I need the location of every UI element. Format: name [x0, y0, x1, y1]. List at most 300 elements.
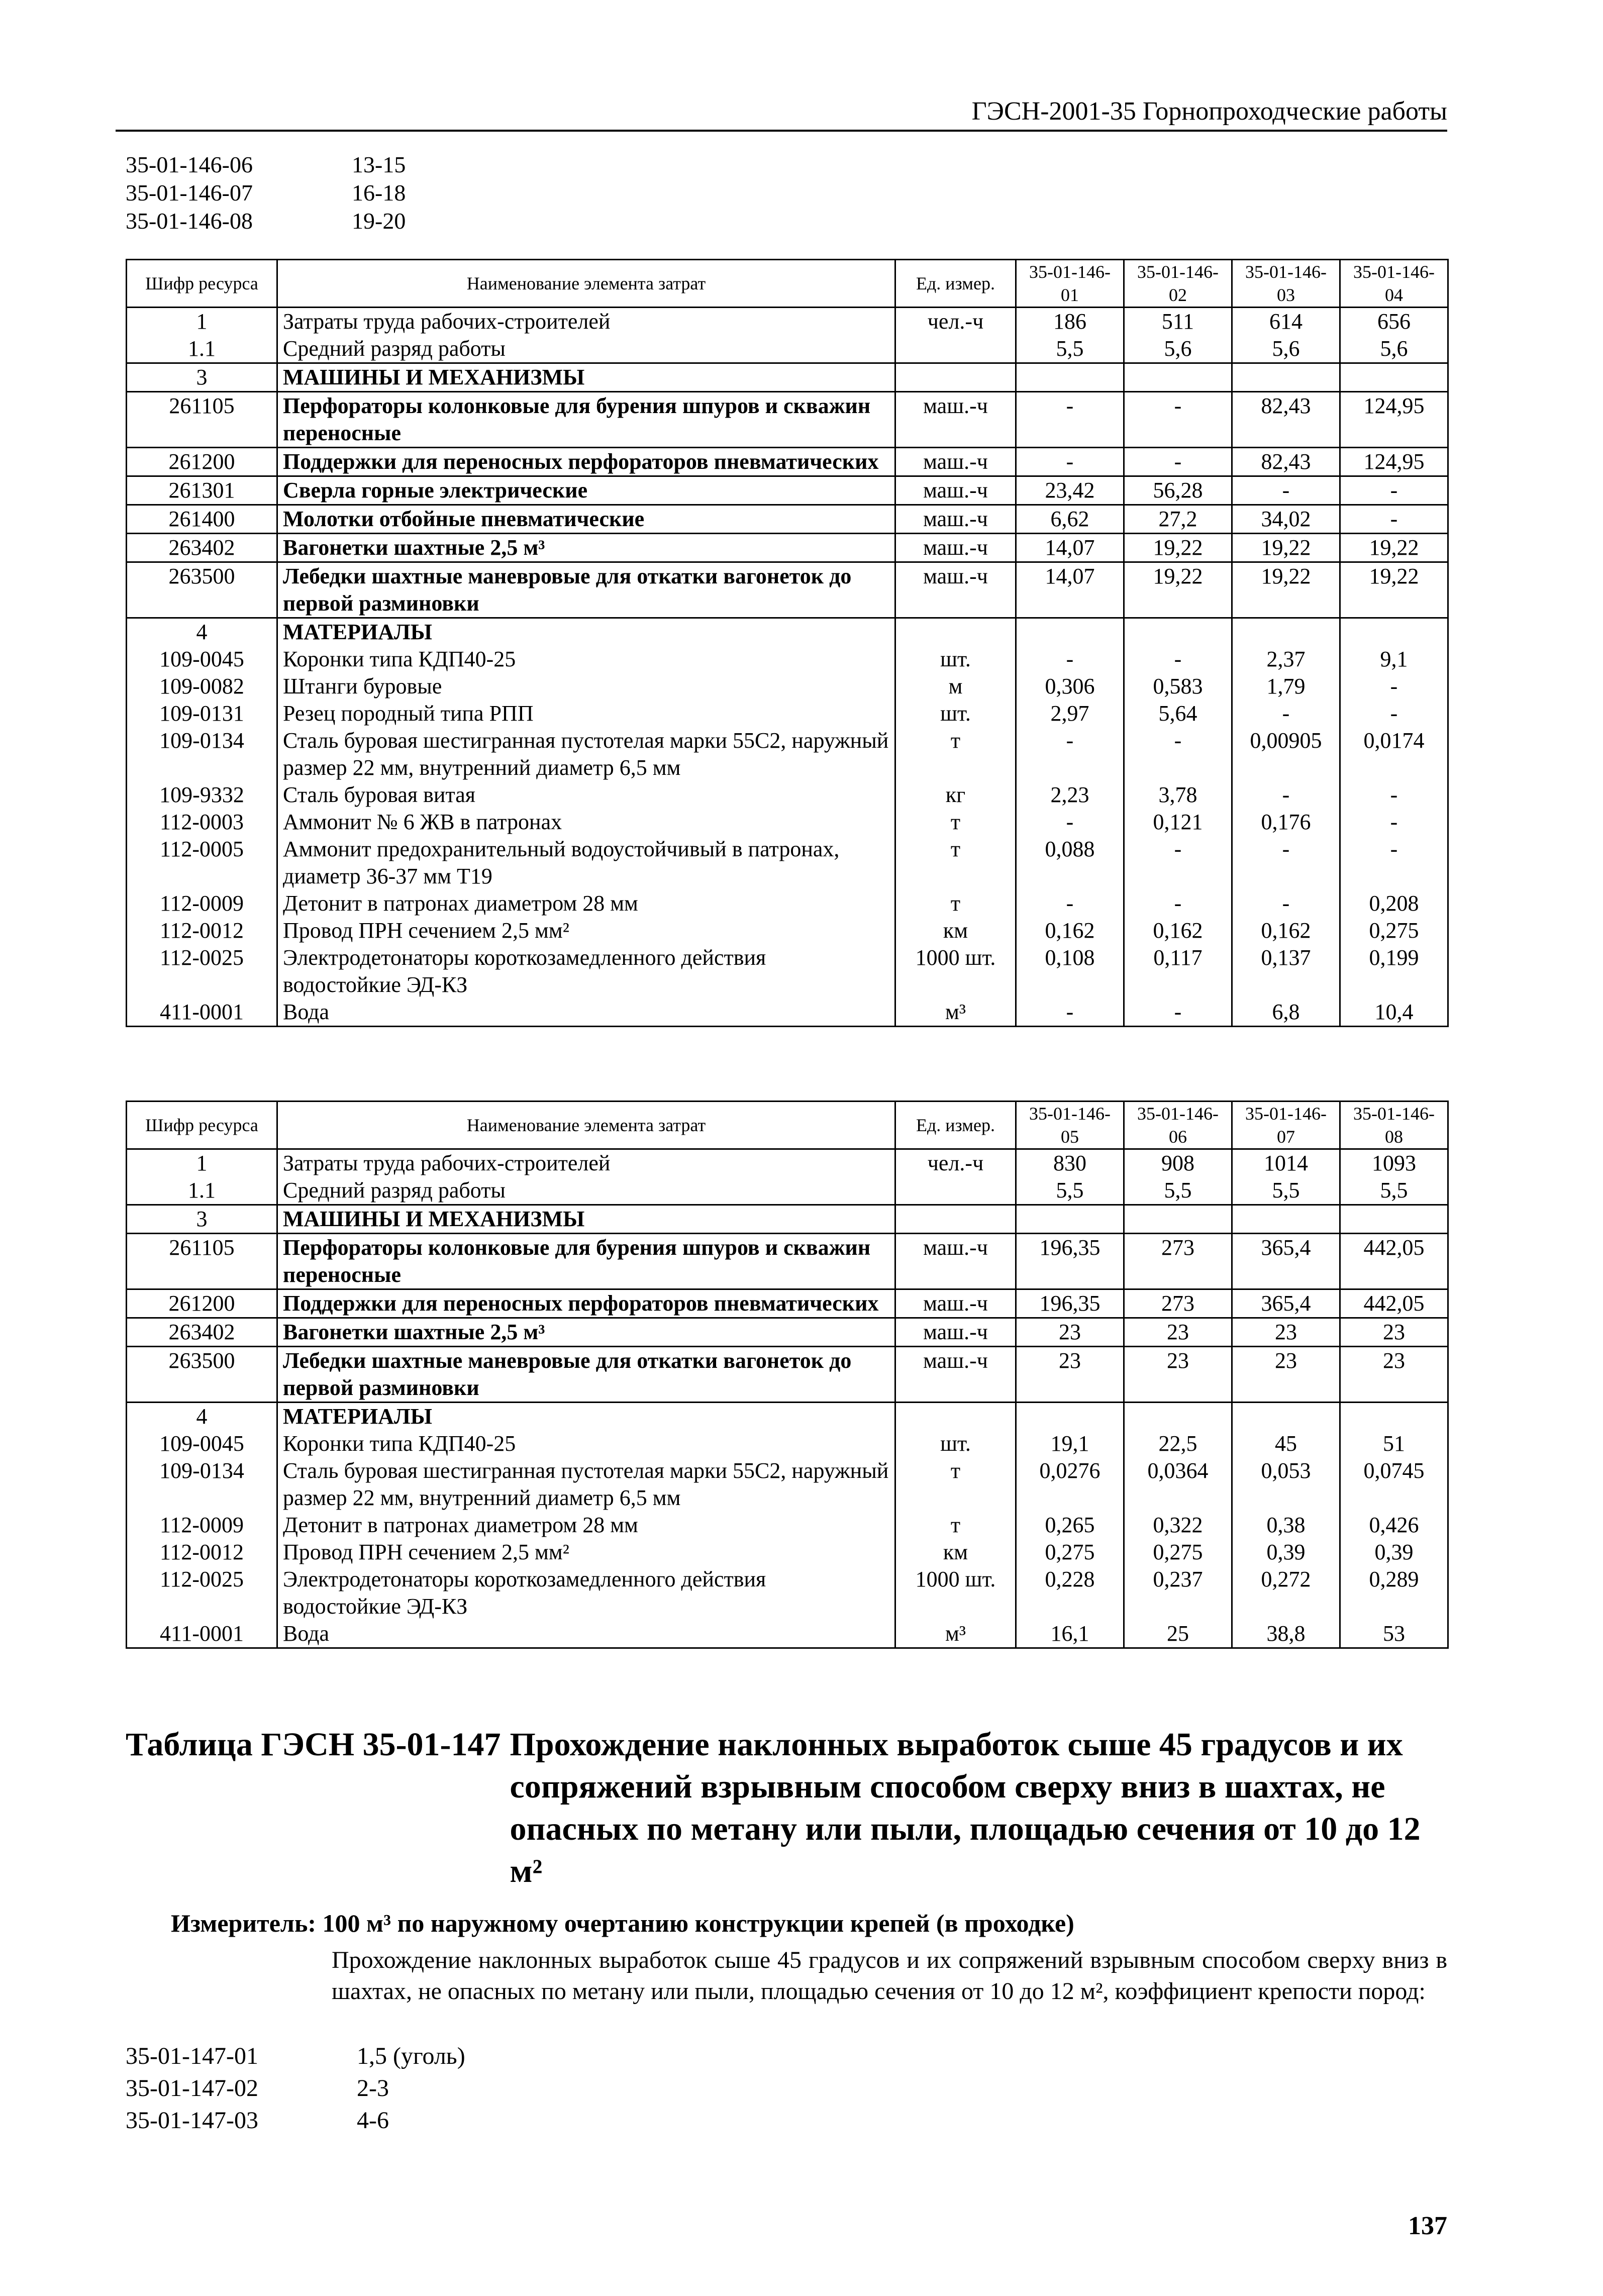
- resource-code: 109-9332: [127, 781, 277, 809]
- table-row: [127, 335, 1448, 363]
- value-col-4: 10,4: [1340, 999, 1448, 1027]
- value-col-1: 23,42: [1016, 476, 1124, 505]
- value-col-1: 196,35: [1016, 1234, 1124, 1289]
- value-col-3: 0,272: [1232, 1566, 1340, 1620]
- resource-name: Детонит в патронах диаметром 28 мм: [277, 1512, 895, 1539]
- range-value: 4-6: [357, 2107, 389, 2134]
- value-col-3: 1014: [1232, 1149, 1340, 1177]
- value-col-4: -: [1340, 700, 1448, 727]
- resource-name: Вагонетки шахтные 2,5 м³: [277, 534, 895, 562]
- value-col-1: 0,275: [1016, 1539, 1124, 1566]
- code: 35-01-147-02: [126, 2075, 258, 2102]
- value-col-3: 0,176: [1232, 809, 1340, 836]
- resource-code: 112-0025: [127, 1566, 277, 1620]
- value-col-3: 2,37: [1232, 646, 1340, 673]
- value-col-2: 5,64: [1124, 700, 1232, 727]
- value-col-2: 0,117: [1124, 944, 1232, 999]
- value-col-2: 0,0364: [1124, 1457, 1232, 1512]
- resource-code: 1.1: [127, 1177, 277, 1205]
- value-col-3: 34,02: [1232, 505, 1340, 534]
- resource-code: 263402: [127, 1318, 277, 1347]
- resource-name: Лебедки шахтные маневровые для откатки вагонеток до первой разминовки: [277, 1347, 895, 1403]
- value-col-4: 656: [1340, 308, 1448, 336]
- header-col-3: 35-01-146-03: [1232, 260, 1340, 308]
- resource-code: 1: [127, 1149, 277, 1177]
- value-col-2: 273: [1124, 1234, 1232, 1289]
- resource-code: 112-0005: [127, 836, 277, 890]
- value-col-2: 5,6: [1124, 335, 1232, 363]
- value-col-4: [1340, 1205, 1448, 1234]
- table-row: [127, 308, 1448, 336]
- table-body: [127, 1149, 1448, 1648]
- value-col-3: 38,8: [1232, 1620, 1340, 1648]
- resource-name: Аммонит предохранительный водоустойчивый в патронах, диаметр 36-37 мм Т19: [277, 836, 895, 890]
- value-col-3: 82,43: [1232, 448, 1340, 476]
- table-row: [127, 1347, 1448, 1403]
- table-row: [127, 1457, 1448, 1512]
- table-title-number: Таблица ГЭСН 35-01-147: [126, 1726, 501, 1763]
- value-col-1: [1016, 363, 1124, 392]
- resource-name: Электродетонаторы короткозамедленного действия водостойкие ЭД-КЗ: [277, 1566, 895, 1620]
- code: 35-01-146-06: [126, 152, 253, 177]
- value-col-3: 23: [1232, 1347, 1340, 1403]
- table-row: [127, 917, 1448, 944]
- value-col-4: 442,05: [1340, 1234, 1448, 1289]
- unit: кг: [895, 781, 1016, 809]
- table-body: [127, 308, 1448, 1027]
- value-col-3: 0,00905: [1232, 727, 1340, 781]
- unit: маш.-ч: [895, 1318, 1016, 1347]
- resource-code: 263402: [127, 534, 277, 562]
- value-col-1: 196,35: [1016, 1289, 1124, 1318]
- value-col-3: 0,137: [1232, 944, 1340, 999]
- table-row: [127, 363, 1448, 392]
- table-row: [127, 1289, 1448, 1318]
- code-range-row: [126, 207, 406, 235]
- unit: т: [895, 809, 1016, 836]
- resource-code: 263500: [127, 1347, 277, 1403]
- unit: маш.-ч: [895, 448, 1016, 476]
- range-value: 19-20: [352, 208, 406, 234]
- value-col-4: 124,95: [1340, 392, 1448, 448]
- measure-description: Прохождение наклонных выработок сыше 45 градусов и их сопряжений взрывным способом сверху вниз в шахтах, не опасных по метану или пыли, площадью сечения от 10 до 12 м², коэффициент крепости пород:: [332, 1947, 1447, 2005]
- value-col-1: [1016, 1403, 1124, 1431]
- resource-code: 4: [127, 1403, 277, 1431]
- resource-name: Сталь буровая шестигранная пустотелая марки 55С2, наружный размер 22 мм, внутренний диаметр 6,5 мм: [277, 727, 895, 781]
- value-col-2: 0,322: [1124, 1512, 1232, 1539]
- table-row: [127, 1566, 1448, 1620]
- running-header: ГЭСН-2001-35 Горнопроходческие работы: [116, 95, 1447, 132]
- table-row: [127, 781, 1448, 809]
- value-col-4: [1340, 1403, 1448, 1431]
- resource-name: Детонит в патронах диаметром 28 мм: [277, 890, 895, 917]
- resource-name: Поддержки для переносных перфораторов пневматических: [277, 1289, 895, 1318]
- table-row: [127, 700, 1448, 727]
- resource-code: 1: [127, 308, 277, 336]
- unit: [895, 335, 1016, 363]
- value-col-2: 25: [1124, 1620, 1232, 1648]
- resource-name: Лебедки шахтные маневровые для откатки вагонеток до первой разминовки: [277, 562, 895, 618]
- value-col-1: 14,07: [1016, 562, 1124, 618]
- value-col-1: -: [1016, 392, 1124, 448]
- value-col-3: [1232, 1403, 1340, 1431]
- value-col-2: [1124, 1403, 1232, 1431]
- header-code: Шифр ресурса: [127, 1102, 277, 1149]
- value-col-3: 5,6: [1232, 335, 1340, 363]
- resource-code: 1.1: [127, 335, 277, 363]
- value-col-3: -: [1232, 836, 1340, 890]
- unit: маш.-ч: [895, 534, 1016, 562]
- resource-code: 261105: [127, 392, 277, 448]
- resource-code: 109-0131: [127, 700, 277, 727]
- resource-name: Сталь буровая шестигранная пустотелая марки 55С2, наружный размер 22 мм, внутренний диаметр 6,5 мм: [277, 1457, 895, 1512]
- resource-code: 109-0134: [127, 727, 277, 781]
- code: 35-01-147-03: [126, 2107, 258, 2134]
- value-col-1: 5,5: [1016, 335, 1124, 363]
- value-col-1: -: [1016, 890, 1124, 917]
- measure-line: [171, 1907, 1447, 1939]
- code-range-row: [126, 2072, 465, 2105]
- table-row: [127, 1512, 1448, 1539]
- value-col-2: 5,5: [1124, 1177, 1232, 1205]
- header-col-3: 35-01-146-07: [1232, 1102, 1340, 1149]
- unit: шт.: [895, 646, 1016, 673]
- value-col-4: 23: [1340, 1318, 1448, 1347]
- resource-code: 261400: [127, 505, 277, 534]
- value-col-3: [1232, 618, 1340, 646]
- resource-name: МАШИНЫ И МЕХАНИЗМЫ: [277, 1205, 895, 1234]
- value-col-1: -: [1016, 646, 1124, 673]
- measure-unit: 100 м³ по наружному очертанию конструкции крепей (в проходке): [322, 1909, 1074, 1937]
- value-col-3: 365,4: [1232, 1234, 1340, 1289]
- value-col-2: [1124, 618, 1232, 646]
- value-col-1: -: [1016, 809, 1124, 836]
- table-row: [127, 392, 1448, 448]
- value-col-1: 19,1: [1016, 1430, 1124, 1457]
- value-col-2: -: [1124, 392, 1232, 448]
- table-header-row: [127, 260, 1448, 308]
- unit: маш.-ч: [895, 476, 1016, 505]
- value-col-2: -: [1124, 836, 1232, 890]
- value-col-4: 442,05: [1340, 1289, 1448, 1318]
- value-col-1: 186: [1016, 308, 1124, 336]
- resource-table-1: [126, 259, 1449, 1027]
- resource-name: Вода: [277, 1620, 895, 1648]
- value-col-1: 0,0276: [1016, 1457, 1124, 1512]
- code-range-row: [126, 179, 406, 207]
- resource-code: 3: [127, 1205, 277, 1234]
- code: 35-01-147-01: [126, 2043, 258, 2069]
- value-col-3: [1232, 1205, 1340, 1234]
- value-col-1: 14,07: [1016, 534, 1124, 562]
- value-col-3: [1232, 363, 1340, 392]
- value-col-1: 0,306: [1016, 673, 1124, 700]
- value-col-4: 5,6: [1340, 335, 1448, 363]
- value-col-2: 908: [1124, 1149, 1232, 1177]
- resource-name: Коронки типа КДП40-25: [277, 646, 895, 673]
- value-col-4: 0,208: [1340, 890, 1448, 917]
- resource-name: Резец породный типа РПП: [277, 700, 895, 727]
- value-col-1: 16,1: [1016, 1620, 1124, 1648]
- unit: км: [895, 917, 1016, 944]
- resource-code: 4: [127, 618, 277, 646]
- table-row: [127, 1403, 1448, 1431]
- value-col-2: 0,237: [1124, 1566, 1232, 1620]
- table-row: [127, 476, 1448, 505]
- header-col-4: 35-01-146-04: [1340, 260, 1448, 308]
- table-row: [127, 534, 1448, 562]
- value-col-2: 273: [1124, 1289, 1232, 1318]
- value-col-3: 0,053: [1232, 1457, 1340, 1512]
- value-col-3: 5,5: [1232, 1177, 1340, 1205]
- resource-code: 112-0012: [127, 917, 277, 944]
- table-row: [127, 944, 1448, 999]
- value-col-2: 27,2: [1124, 505, 1232, 534]
- value-col-4: -: [1340, 505, 1448, 534]
- value-col-4: 19,22: [1340, 534, 1448, 562]
- table-row: [127, 1234, 1448, 1289]
- value-col-3: 614: [1232, 308, 1340, 336]
- unit: т: [895, 1457, 1016, 1512]
- value-col-4: 23: [1340, 1347, 1448, 1403]
- table-title: [126, 1724, 1447, 1892]
- table-row: [127, 999, 1448, 1027]
- value-col-2: 56,28: [1124, 476, 1232, 505]
- resource-code: 3: [127, 363, 277, 392]
- unit: маш.-ч: [895, 562, 1016, 618]
- unit: шт.: [895, 700, 1016, 727]
- code: 35-01-146-08: [126, 208, 253, 234]
- unit: т: [895, 890, 1016, 917]
- table-row: [127, 890, 1448, 917]
- value-col-2: 0,121: [1124, 809, 1232, 836]
- resource-code: 263500: [127, 562, 277, 618]
- resource-name: Поддержки для переносных перфораторов пневматических: [277, 448, 895, 476]
- resource-name: МАШИНЫ И МЕХАНИЗМЫ: [277, 363, 895, 392]
- value-col-2: -: [1124, 999, 1232, 1027]
- unit: т: [895, 1512, 1016, 1539]
- resource-code: 261200: [127, 1289, 277, 1318]
- unit: т: [895, 836, 1016, 890]
- table-row: [127, 1318, 1448, 1347]
- unit: м: [895, 673, 1016, 700]
- page-number: 137: [1408, 2212, 1447, 2240]
- resource-name: Затраты труда рабочих-строителей: [277, 308, 895, 336]
- unit: м³: [895, 1620, 1016, 1648]
- range-value: 2-3: [357, 2075, 389, 2102]
- value-col-1: 5,5: [1016, 1177, 1124, 1205]
- header-col-4: 35-01-146-08: [1340, 1102, 1448, 1149]
- resource-name: Средний разряд работы: [277, 335, 895, 363]
- resource-code: 112-0025: [127, 944, 277, 999]
- header-code: Шифр ресурса: [127, 260, 277, 308]
- resource-name: Вагонетки шахтные 2,5 м³: [277, 1318, 895, 1347]
- resource-name: Затраты труда рабочих-строителей: [277, 1149, 895, 1177]
- table-row: [127, 646, 1448, 673]
- value-col-4: 0,199: [1340, 944, 1448, 999]
- header-col-1: 35-01-146-05: [1016, 1102, 1124, 1149]
- unit: маш.-ч: [895, 1289, 1016, 1318]
- unit: 1000 шт.: [895, 944, 1016, 999]
- value-col-1: 6,62: [1016, 505, 1124, 534]
- table-row: [127, 1430, 1448, 1457]
- table-row: [127, 1620, 1448, 1648]
- value-col-4: -: [1340, 809, 1448, 836]
- value-col-4: [1340, 363, 1448, 392]
- header-unit: Ед. измер.: [895, 260, 1016, 308]
- value-col-4: 124,95: [1340, 448, 1448, 476]
- unit: 1000 шт.: [895, 1566, 1016, 1620]
- value-col-3: -: [1232, 476, 1340, 505]
- unit: маш.-ч: [895, 1234, 1016, 1289]
- value-col-1: 2,97: [1016, 700, 1124, 727]
- unit: [895, 1205, 1016, 1234]
- value-col-4: 0,289: [1340, 1566, 1448, 1620]
- value-col-4: 1093: [1340, 1149, 1448, 1177]
- value-col-1: 0,265: [1016, 1512, 1124, 1539]
- unit: [895, 363, 1016, 392]
- table-title-text: Прохождение наклонных выработок сыше 45 градусов и их сопряжений взрывным способом сверху вниз в шахтах, не опасных по метану или пыли, площадью сечения от 10 до 12 м²: [510, 1726, 1421, 1889]
- value-col-1: 2,23: [1016, 781, 1124, 809]
- value-col-1: 0,088: [1016, 836, 1124, 890]
- range-value: 13-15: [352, 152, 406, 177]
- value-col-3: 19,22: [1232, 562, 1340, 618]
- table-row: [127, 727, 1448, 781]
- value-col-4: 0,426: [1340, 1512, 1448, 1539]
- value-col-4: 51: [1340, 1430, 1448, 1457]
- value-col-3: 45: [1232, 1430, 1340, 1457]
- value-col-1: -: [1016, 448, 1124, 476]
- unit: [895, 618, 1016, 646]
- resource-code: 411-0001: [127, 1620, 277, 1648]
- value-col-4: -: [1340, 836, 1448, 890]
- unit: км: [895, 1539, 1016, 1566]
- unit: т: [895, 727, 1016, 781]
- value-col-2: -: [1124, 646, 1232, 673]
- resource-name: Молотки отбойные пневматические: [277, 505, 895, 534]
- value-col-2: -: [1124, 727, 1232, 781]
- unit: [895, 1177, 1016, 1205]
- value-col-3: -: [1232, 781, 1340, 809]
- unit: шт.: [895, 1430, 1016, 1457]
- value-col-2: -: [1124, 890, 1232, 917]
- value-col-2: -: [1124, 448, 1232, 476]
- value-col-1: -: [1016, 727, 1124, 781]
- value-col-2: 19,22: [1124, 562, 1232, 618]
- value-col-2: [1124, 1205, 1232, 1234]
- resource-name: Коронки типа КДП40-25: [277, 1430, 895, 1457]
- header-col-2: 35-01-146-06: [1124, 1102, 1232, 1149]
- value-col-4: 0,39: [1340, 1539, 1448, 1566]
- resource-code: 112-0009: [127, 1512, 277, 1539]
- value-col-2: 19,22: [1124, 534, 1232, 562]
- table-row: [127, 448, 1448, 476]
- table-row: [127, 1539, 1448, 1566]
- resource-name: Сверла горные электрические: [277, 476, 895, 505]
- value-col-3: -: [1232, 700, 1340, 727]
- resource-name: МАТЕРИАЛЫ: [277, 618, 895, 646]
- value-col-1: 0,108: [1016, 944, 1124, 999]
- resource-code: 112-0009: [127, 890, 277, 917]
- value-col-4: 53: [1340, 1620, 1448, 1648]
- header-col-1: 35-01-146-01: [1016, 260, 1124, 308]
- value-col-1: [1016, 618, 1124, 646]
- value-col-2: 511: [1124, 308, 1232, 336]
- unit: м³: [895, 999, 1016, 1027]
- resource-name: Средний разряд работы: [277, 1177, 895, 1205]
- measure-label: Измеритель:: [171, 1909, 317, 1937]
- value-col-1: -: [1016, 999, 1124, 1027]
- value-col-4: -: [1340, 673, 1448, 700]
- resource-name: Перфораторы колонковые для бурения шпуров и скважин переносные: [277, 392, 895, 448]
- resource-table-2: [126, 1101, 1449, 1649]
- unit: маш.-ч: [895, 392, 1016, 448]
- code-range-row: [126, 151, 406, 179]
- resource-code: 411-0001: [127, 999, 277, 1027]
- value-col-2: 3,78: [1124, 781, 1232, 809]
- value-col-3: 23: [1232, 1318, 1340, 1347]
- value-col-4: 19,22: [1340, 562, 1448, 618]
- value-col-2: 0,583: [1124, 673, 1232, 700]
- value-col-3: 0,162: [1232, 917, 1340, 944]
- unit: маш.-ч: [895, 1347, 1016, 1403]
- unit: чел.-ч: [895, 308, 1016, 336]
- resource-name: Перфораторы колонковые для бурения шпуров и скважин переносные: [277, 1234, 895, 1289]
- code-range-list-top: [126, 151, 406, 235]
- value-col-3: 0,39: [1232, 1539, 1340, 1566]
- table-row: [127, 618, 1448, 646]
- value-col-1: 0,162: [1016, 917, 1124, 944]
- value-col-2: 23: [1124, 1347, 1232, 1403]
- table-row: [127, 673, 1448, 700]
- resource-name: Провод ПРН сечением 2,5 мм²: [277, 1539, 895, 1566]
- table-header-row: [127, 1102, 1448, 1149]
- value-col-3: 1,79: [1232, 673, 1340, 700]
- resource-code: 261200: [127, 448, 277, 476]
- value-col-2: 0,162: [1124, 917, 1232, 944]
- resource-name: Аммонит № 6 ЖВ в патронах: [277, 809, 895, 836]
- value-col-4: 0,0745: [1340, 1457, 1448, 1512]
- value-col-3: 0,38: [1232, 1512, 1340, 1539]
- unit: маш.-ч: [895, 505, 1016, 534]
- value-col-2: 23: [1124, 1318, 1232, 1347]
- table-row: [127, 562, 1448, 618]
- range-value: 16-18: [352, 180, 406, 206]
- table-row: [127, 1177, 1448, 1205]
- value-col-1: [1016, 1205, 1124, 1234]
- value-col-4: -: [1340, 476, 1448, 505]
- value-col-1: 830: [1016, 1149, 1124, 1177]
- code: 35-01-146-07: [126, 180, 253, 206]
- resource-name: Сталь буровая витая: [277, 781, 895, 809]
- resource-code: 261105: [127, 1234, 277, 1289]
- code-range-row: [126, 2105, 465, 2137]
- resource-name: Провод ПРН сечением 2,5 мм²: [277, 917, 895, 944]
- value-col-3: 19,22: [1232, 534, 1340, 562]
- value-col-3: 6,8: [1232, 999, 1340, 1027]
- resource-code: 112-0012: [127, 1539, 277, 1566]
- value-col-4: 9,1: [1340, 646, 1448, 673]
- value-col-3: 365,4: [1232, 1289, 1340, 1318]
- table-row: [127, 809, 1448, 836]
- resource-name: Штанги буровые: [277, 673, 895, 700]
- header-name: Наименование элемента затрат: [277, 260, 895, 308]
- header-col-2: 35-01-146-02: [1124, 260, 1232, 308]
- resource-name: Электродетонаторы короткозамедленного действия водостойкие ЭД-КЗ: [277, 944, 895, 999]
- range-value: 1,5 (уголь): [357, 2043, 465, 2069]
- value-col-2: 22,5: [1124, 1430, 1232, 1457]
- resource-name: МАТЕРИАЛЫ: [277, 1403, 895, 1431]
